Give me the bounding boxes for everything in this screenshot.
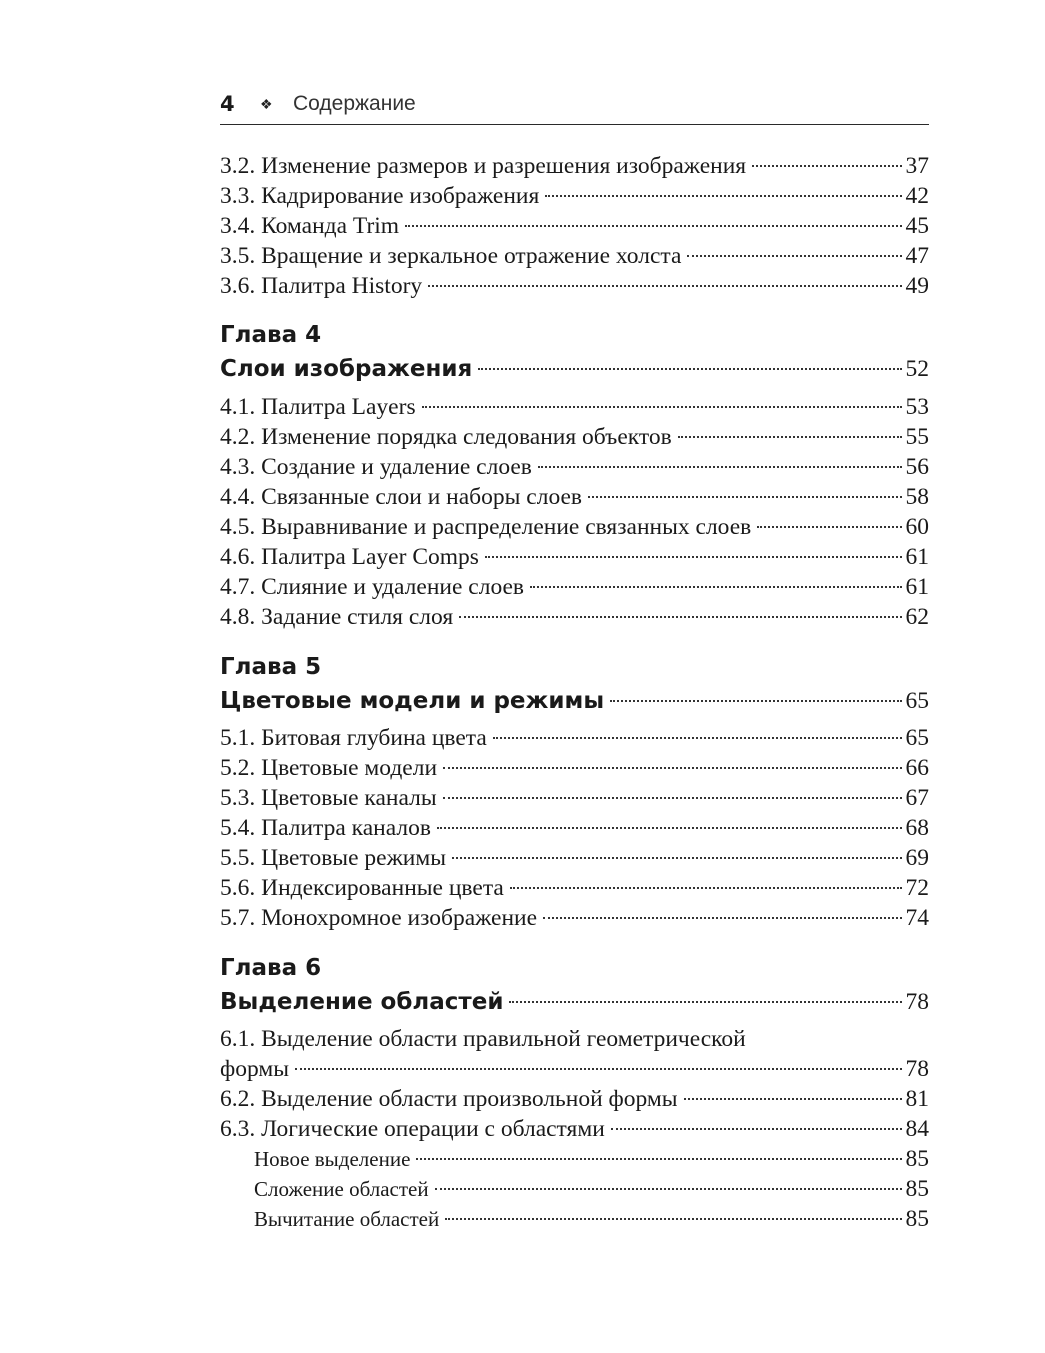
toc-entry-title: 5.4. Палитра каналов: [220, 815, 431, 841]
toc-subentry-title: Сложение областей: [254, 1177, 429, 1201]
toc-entry-title: 5.5. Цветовые режимы: [220, 845, 447, 871]
toc-entry: [220, 813, 929, 843]
leader-dots: [478, 368, 901, 370]
toc-entry: [220, 542, 929, 572]
leader-dots: [530, 586, 901, 588]
leader-dots: [610, 700, 901, 702]
toc-entry-title: 4.8. Задание стиля слоя: [220, 604, 454, 630]
toc-subentry-page: 85: [905, 1176, 929, 1202]
chapter-page: 65: [905, 688, 929, 714]
toc-entry-title: 4.4. Связанные слои и наборы слоев: [220, 484, 583, 510]
leader-dots: [543, 917, 901, 919]
toc-subentry-page: 85: [905, 1206, 929, 1232]
leader-dots: [588, 496, 901, 498]
toc-entry-page: 45: [905, 213, 929, 239]
toc-entry-title: 5.6. Индексированные цвета: [220, 875, 504, 901]
toc-entry: [220, 151, 929, 181]
toc-entry-title-line1: 6.1. Выделение области правильной геометрической: [220, 1026, 746, 1052]
toc-entry-page: 81: [905, 1086, 929, 1112]
toc-entry-title: 5.7. Монохромное изображение: [220, 905, 538, 931]
toc-entry: [220, 1054, 929, 1084]
toc-subentry: [220, 1144, 929, 1174]
toc-entry-page: 67: [905, 785, 929, 811]
toc-entry: [220, 602, 929, 632]
toc-entry-title: 5.3. Цветовые каналы: [220, 785, 437, 811]
toc-entry-title: 4.6. Палитра Layer Comps: [220, 544, 479, 570]
toc-subentry-title: Новое выделение: [254, 1147, 411, 1171]
toc-entry: [220, 723, 929, 753]
toc-entry-title: 6.2. Выделение области произвольной формы: [220, 1086, 678, 1112]
leader-dots: [437, 827, 902, 829]
toc-entry-title: 5.2. Цветовые модели: [220, 755, 438, 781]
toc-entry-page: 60: [905, 514, 929, 540]
leader-dots: [752, 165, 901, 167]
page-number: 4: [220, 92, 235, 116]
leader-dots: [509, 1001, 901, 1003]
toc-entry-page: 78: [905, 1056, 929, 1082]
leader-dots: [422, 406, 902, 408]
chapter-title-row: [220, 987, 929, 1017]
toc-entry-page: 66: [905, 755, 929, 781]
leader-dots: [459, 616, 901, 618]
chapter-title: Цветовые модели и режимы: [220, 688, 605, 714]
toc-subentry: [220, 1204, 929, 1234]
toc-entry-title: 3.2. Изменение размеров и разрешения изображения: [220, 153, 747, 179]
toc-entry-title: формы: [220, 1056, 290, 1082]
toc-entry-title: 4.1. Палитра Layers: [220, 394, 416, 420]
chapter-label: Глава 6: [220, 955, 322, 981]
chapter-page: 78: [905, 989, 929, 1015]
toc-entry-title: 6.3. Логические операции с областями: [220, 1116, 605, 1142]
toc-entry-title: 4.5. Выравнивание и распределение связанных слоев: [220, 514, 752, 540]
toc-entry-page: 55: [905, 424, 929, 450]
toc-entry-page: 49: [905, 273, 929, 299]
leader-dots: [687, 255, 901, 257]
leader-dots: [678, 436, 902, 438]
leader-dots: [611, 1128, 902, 1130]
toc-entry: [220, 783, 929, 813]
leader-dots: [443, 767, 901, 769]
leader-dots: [416, 1158, 901, 1160]
leader-dots: [443, 797, 902, 799]
toc-entry: [220, 843, 929, 873]
toc-subentry-title: Вычитание областей: [254, 1207, 440, 1231]
toc-entry-title: 4.7. Слияние и удаление слоев: [220, 574, 525, 600]
toc-entry: [220, 1084, 929, 1114]
leader-dots: [405, 225, 901, 227]
leader-dots: [452, 857, 901, 859]
toc-entry-title: 3.3. Кадрирование изображения: [220, 183, 540, 209]
leader-dots: [435, 1188, 902, 1190]
toc-entry: [220, 452, 929, 482]
chapter-label: Глава 4: [220, 322, 322, 348]
leader-dots: [545, 195, 901, 197]
toc-entry-title: 3.5. Вращение и зеркальное отражение холста: [220, 243, 682, 269]
toc-entry-page: 68: [905, 815, 929, 841]
toc-entry-title: 5.1. Битовая глубина цвета: [220, 725, 487, 751]
leader-dots: [445, 1218, 901, 1220]
toc-entry: [220, 241, 929, 271]
toc-entry: [220, 512, 929, 542]
toc-entry-page: 69: [905, 845, 929, 871]
toc-entry: [220, 572, 929, 602]
toc-entry-page: 72: [905, 875, 929, 901]
leader-dots: [485, 556, 902, 558]
toc-entry-title: 4.3. Создание и удаление слоев: [220, 454, 532, 480]
leader-dots: [295, 1068, 901, 1070]
toc-entry: [220, 903, 929, 933]
toc-entry-page: 53: [905, 394, 929, 420]
toc-entry: [220, 873, 929, 903]
leader-dots: [428, 285, 901, 287]
toc-entry-page: 61: [905, 544, 929, 570]
toc-entry-page: 84: [905, 1116, 929, 1142]
toc-entry: [220, 392, 929, 422]
leader-dots: [757, 526, 901, 528]
chapter-page: 52: [905, 356, 929, 382]
toc-entry-page: 42: [905, 183, 929, 209]
toc-subentry: [220, 1174, 929, 1204]
leader-dots: [510, 887, 902, 889]
running-header: [220, 88, 929, 125]
toc-entry-page: 62: [905, 604, 929, 630]
toc-entry: [220, 1114, 929, 1144]
toc-entry-title: 4.2. Изменение порядка следования объектов: [220, 424, 672, 450]
toc-entry: [220, 271, 929, 301]
toc-entry-page: 58: [905, 484, 929, 510]
toc-entry-page: 47: [905, 243, 929, 269]
toc-subentry-page: 85: [905, 1146, 929, 1172]
toc-entry-page: 74: [905, 905, 929, 931]
diamond-separator-icon: ❖: [260, 96, 273, 112]
toc-entry: [220, 211, 929, 241]
toc-entry-page: 37: [905, 153, 929, 179]
leader-dots: [538, 466, 902, 468]
toc-entry: [220, 753, 929, 783]
toc-entry: [220, 422, 929, 452]
chapter-title-row: [220, 354, 929, 384]
toc-entry-page: 61: [905, 574, 929, 600]
toc-entry-title: 3.4. Команда Trim: [220, 213, 400, 239]
toc-entry: [220, 181, 929, 211]
toc-entry-title: 3.6. Палитра History: [220, 273, 423, 299]
header-title: Содержание: [293, 92, 416, 115]
toc-entry-page: 56: [905, 454, 929, 480]
leader-dots: [684, 1098, 902, 1100]
toc-entry: [220, 482, 929, 512]
chapter-label: Глава 5: [220, 654, 322, 680]
chapter-title: Слои изображения: [220, 356, 473, 382]
leader-dots: [493, 737, 902, 739]
chapter-title-row: [220, 686, 929, 716]
chapter-title: Выделение областей: [220, 989, 504, 1015]
toc-entry-page: 65: [905, 725, 929, 751]
